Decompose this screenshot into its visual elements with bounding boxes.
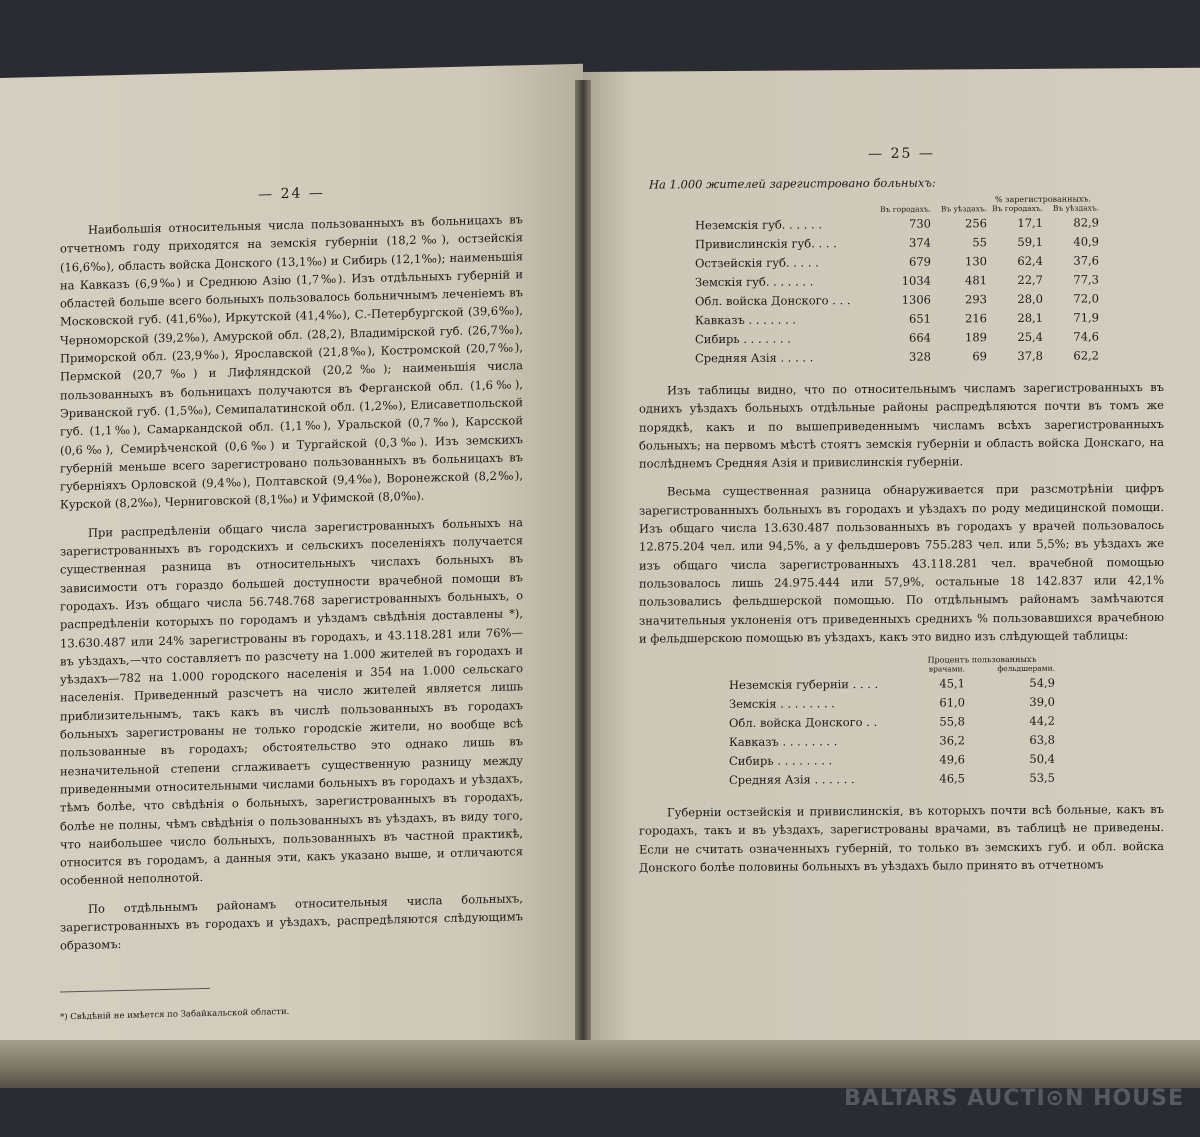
paragraph: Изъ таблицы видно, что по относительнымъ числамъ зарегистрованныхъ въ однихъ уѣздахъ больныхъ отдѣльные районы распредѣляются почти въ томъ же порядкѣ, какъ и по вышеприведеннымъ числамъ всѣхъ зарегистрованныхъ больныхъ; на первомъ мѣстѣ стоятъ земскія губерніи и область войска Донскаго, на послѣднемъ Средняя Азія и привислинскія губерніи. [639, 379, 1164, 471]
column-header: Въ городахъ. [992, 203, 1043, 214]
paragraph: По отдѣльнымъ районамъ относительныя числа больныхъ, зарегистрованныхъ въ городахъ и уѣздахъ, распредѣляются слѣдующимъ образомъ: [60, 890, 523, 953]
table-row [729, 730, 1055, 751]
cell: 679 [909, 254, 931, 269]
book-spread [0, 40, 1200, 1040]
row-label: Земскія . . . . . . . . [729, 695, 835, 711]
paragraph: Наибольшія относительныя числа пользованныхъ въ больницахъ въ отчетномъ году приходятся на земскія губерніи (18,2‰), остзейскія (16,6‰), область войска Донского (13,1‰) и Сибирь (12,1‰); наименьшія на Кавказъ (6,9‰) и Среднюю Азію (1,7‰). Изъ отдѣльныхъ губерній и областей больше всего больныхъ пользовалось больничнымъ леченіемъ въ Московской губ. (41,6‰), Иркутской (41,4‰), С.-Петербургской (39,6‰), Черноморской (39,2‰), Амурской обл. (28,2), Владимірской губ. (26,7‰), Приморской обл. (23,9‰), Ярославской (21,8‰), Костромской (20,7‰), Пермской (20,7‰) и Лифляндской (20,2‰); наименьшія числа пользованныхъ въ больницахъ получаются въ Ферганской обл. (1,6‰), Эриванской губ. (1,5‰), Семипалатинской обл. (1,2‰), Елисаветпольской губ. (1,1‰), Самаркандской обл. (1,1‰), Уральской (0,7‰), Карсской (0,6‰), Семирѣченской (0,6‰) и Тургайской (0,3‰). Изъ земскихъ губерній меньше всего зарегистровано пользованныхъ въ больницахъ въ губерніяхъ Орловской (9,4‰), Полтавской (9,4‰), Воронежской (8,2‰), Курской (8,2‰), Черниговской (8,1‰) и Уфимской (8,0‰). [60, 212, 523, 512]
column-header: врачами. [928, 664, 965, 674]
cell: 37,6 [1073, 252, 1099, 268]
cell: 53,5 [1029, 770, 1055, 785]
row-label: Средняя Азія . . . . . [695, 349, 814, 365]
data-table-percent [729, 655, 1055, 789]
cell: 82,9 [1073, 214, 1099, 230]
row-label: Средняя Азія . . . . . . [729, 771, 855, 787]
right-page [583, 68, 1200, 1072]
cell: 22,7 [1017, 272, 1043, 287]
cell: 651 [909, 311, 931, 326]
row-label: Кавказъ . . . . . . . . [729, 733, 838, 749]
table-caption: На 1.000 жителей зарегистровано больныхъ: [649, 175, 936, 192]
paragraph: При распредѣленіи общаго числа зарегистрованныхъ больныхъ на зарегистрованныхъ въ городскихъ и сельскихъ поселеніяхъ получается существенная разница въ относительныхъ числахъ больныхъ въ зависимости отъ гораздо большей доступности врачебной помощи въ городахъ. Изъ общаго числа 56.748.768 зарегистрованныхъ больныхъ, о распредѣленіи которыхъ по городамъ и уѣздамъ свѣдѣнія доставлены *), 13.630.487 или 24% зарегистрованы въ городахъ, и 43.118.281 или 76%—въ уѣздахъ,—что составляетъ по разсчету на 1.000 жителей въ городахъ и уѣздахъ—782 на 1.000 городского населенія и 354 на 1.000 сельскаго населенія. Приведенный разсчетъ на число жителей является лишь приблизительнымъ, такъ какъ въ числѣ пользованныхъ въ городахъ больныхъ зарегистрованы не только городскіе жители, но вообще всѣ пользованные въ городахъ; обстоятельство это однако лишь въ незначительной степени сглаживаетъ существенную разницу между приведенными относительными числами больныхъ въ городахъ и уѣздахъ, тѣмъ болѣе, что свѣдѣнія о больныхъ, зарегистрованныхъ въ городахъ, болѣе не полны, чѣмъ свѣдѣнія о пользованныхъ въ уѣздахъ, въ виду того, что наибольшее число больныхъ, пользованныхъ въ частной практикѣ, относится въ городамъ, а данныя эти, какъ указано выше, и отличаются особенной неполнотой. [60, 514, 523, 888]
cell: 328 [909, 349, 931, 364]
page-number: — 25 — [868, 145, 935, 163]
row-label: Обл. войска Донского . . [729, 714, 878, 730]
cell: 59,1 [1017, 234, 1043, 249]
cell: 45,1 [939, 675, 965, 691]
footnote-divider [60, 987, 210, 992]
cell: 1306 [901, 292, 931, 307]
row-label: Кавказъ . . . . . . . [695, 312, 797, 327]
cell: 69 [972, 348, 987, 363]
row-label: Обл. войска Донского . . . [695, 292, 851, 308]
cell: 256 [965, 215, 987, 230]
book-bottom-edge [0, 1040, 1200, 1088]
table-row [729, 692, 1055, 713]
cell: 17,1 [1017, 215, 1043, 230]
cell: 189 [965, 329, 987, 344]
cell: 50,4 [1029, 751, 1055, 766]
cell: 46,5 [939, 770, 965, 786]
watermark: BALTARS AUCTI⊙N HOUSE [844, 1086, 1184, 1111]
cell: 374 [909, 235, 931, 250]
row-label: Сибирь . . . . . . . . [729, 752, 833, 768]
row-label: Земскія губ. . . . . . . [695, 273, 814, 289]
cell: 74,6 [1073, 328, 1099, 344]
cell: 37,8 [1017, 348, 1043, 363]
cell: 71,9 [1073, 309, 1099, 325]
row-label: Сибирь . . . . . . . [695, 331, 791, 346]
column-header: Въ уѣздахъ. [1052, 203, 1099, 213]
cell: 49,6 [939, 751, 965, 767]
cell: 293 [965, 291, 987, 306]
cell: 63,8 [1029, 732, 1055, 747]
cell: 36,2 [939, 732, 965, 748]
cell: 481 [965, 272, 987, 287]
row-label: Привислинскія губ. . . . [695, 235, 837, 251]
row-label: Остзейскія губ. . . . . [695, 254, 819, 270]
column-header: Въ городахъ. [880, 204, 931, 214]
paragraph: Губерніи остзейскія и привислинскія, въ которыхъ почти всѣ больные, какъ въ городахъ, такъ и въ уѣздахъ, зарегистрованы врачами, въ таблицѣ не приведены. Если не считать означенныхъ губерній, то только въ земскихъ губ. и обл. войска Донского болѣе половины больныхъ въ уѣздахъ было принято въ отчетномъ [639, 802, 1164, 875]
column-group-header: % зарегистрованныхъ. [995, 194, 1091, 205]
cell: 54,9 [1029, 675, 1055, 690]
left-page [0, 64, 583, 1078]
cell: 62,4 [1017, 253, 1043, 268]
column-header: Въ уѣздахъ. [940, 204, 987, 214]
cell: 72,0 [1073, 290, 1099, 306]
column-group-header: Процентъ пользованныхъ [927, 654, 1037, 665]
cell: 40,9 [1073, 233, 1099, 249]
cell: 61,0 [939, 694, 965, 710]
table-row [729, 749, 1055, 770]
table-row [729, 768, 1055, 789]
table-row [729, 673, 1055, 694]
table-row [729, 711, 1055, 732]
cell: 664 [909, 330, 931, 345]
cell: 55,8 [939, 713, 965, 729]
row-label: Неземскія губерніи . . . . [729, 676, 879, 692]
cell: 44,2 [1029, 713, 1055, 728]
book-gutter [575, 80, 591, 1050]
page-number: — 24 — [258, 185, 325, 203]
cell: 28,0 [1017, 291, 1043, 306]
cell: 39,0 [1029, 694, 1055, 709]
cell: 62,2 [1073, 347, 1099, 363]
cell: 25,4 [1017, 329, 1043, 344]
footnote: *) Свѣдѣній не имѣется по Забайкальской области. [60, 1006, 290, 1023]
row-label: Неземскія губ. . . . . . [695, 216, 822, 232]
cell: 730 [909, 216, 931, 231]
paragraph: Весьма существенная разница обнаруживается при разсмотрѣніи цифръ зарегистрованныхъ больныхъ въ городахъ и уѣздахъ по роду медицинской помощи. Изъ общаго числа 13.630.487 пользованныхъ въ городахъ у врачей пользовалось 12.875.204 чел. или 94,5%, а у фельдшеровъ 755.283 чел. или 5,5%; въ уѣздахъ же изъ общаго числа зарегистрованныхъ 43.118.281 чел. врачебной помощью пользовалось лишь 24.975.444 или 57,9%, остальные 18 142.837 или 42,1% пользовались фельдшерской помощью. По отдѣльнымъ районамъ замѣчаются значительныя уклоненія отъ приведенныхъ среднихъ % пользовавшихся врачебною и фельдшерскою помощью въ уѣздахъ, какъ это видно изъ слѣдующей таблицы: [639, 481, 1164, 646]
cell: 55 [972, 234, 987, 249]
cell: 1034 [901, 273, 931, 288]
column-header: фельдшерами. [997, 663, 1055, 674]
cell: 130 [965, 253, 987, 268]
data-table-per-1000 [695, 194, 1099, 367]
cell: 77,3 [1073, 271, 1099, 287]
cell: 28,1 [1017, 310, 1043, 325]
cell: 216 [965, 310, 987, 325]
